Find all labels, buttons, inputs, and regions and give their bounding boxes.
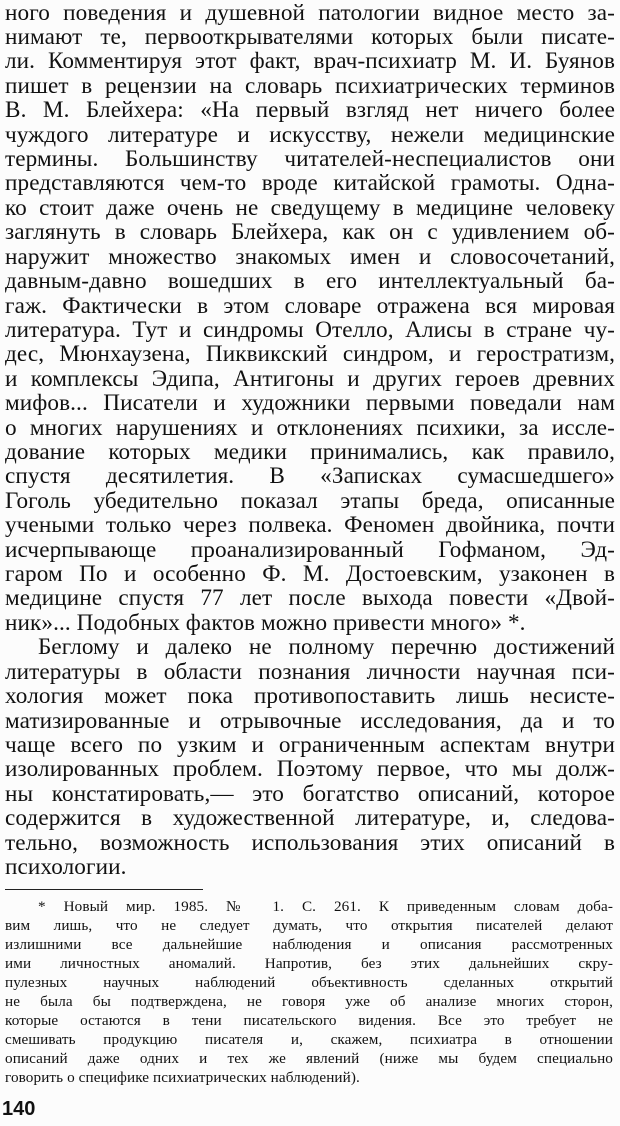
text-line: термины. Большинству читателей-неспециалистов они — [5, 146, 615, 172]
text-line: представляются чем-то вроде китайской грамоты. Одна- — [5, 170, 615, 196]
footnote-line: которые остаются в тени писательского видения. Все это требует не — [5, 1012, 613, 1029]
footnote-line: не была бы подтверждена, не говоря уже об анализе многих сторон, — [5, 993, 613, 1010]
text-line: Гоголь убедительно показал этапы бреда, описанные — [5, 488, 615, 514]
text-line: литература. Тут и синдромы Отелло, Алисы в стране чу- — [5, 317, 615, 343]
text-line: мифов... Писатели и художники первыми поведали нам — [5, 390, 615, 416]
text-line: пишет в рецензии на словарь психиатрических терминов — [5, 73, 615, 99]
text-line: давным-давно вошедших в его интеллектуальный ба- — [5, 268, 615, 294]
text-line: нимают те, первооткрывателями которых были писате- — [5, 24, 615, 50]
text-line: ны констатировать,— это богатство описаний, которое — [5, 781, 615, 807]
footnote-line: ими личностных аномалий. Напротив, без этих дальнейших скру- — [5, 955, 613, 972]
text-line: ник»... Подобных фактов можно привести много» *. — [5, 610, 526, 636]
footnote-line: описаний даже одних и тех же явлений (ниже мы будем специально — [5, 1050, 613, 1067]
text-line: В. М. Блейхера: «На первый взгляд нет ничего более — [5, 97, 615, 123]
text-line: о многих нарушениях и отклонениях психики, за иссле- — [5, 415, 615, 441]
text-line: и комплексы Эдипа, Антигоны и других героев древних — [5, 366, 615, 392]
footnote-line: пулезных научных наблюдений объективность сделанных открытий — [5, 974, 613, 991]
footnote-line: излишними все дальнейшие наблюдения и описания рассмотренных — [5, 936, 613, 953]
text-line: заглянуть в словарь Блейхера, как он с удивлением об- — [5, 219, 615, 245]
text-line: ко стоит даже очень не сведущему в медицине человеку — [5, 195, 615, 221]
text-line: ли. Комментируя этот факт, врач-психиатр М. И. Буянов — [5, 48, 615, 74]
footnote-separator — [5, 889, 203, 890]
text-line: психологии. — [5, 854, 127, 880]
footnote-line: смешивать продукцию писателя и, скажем, психиатра в отношении — [5, 1031, 613, 1048]
footnote-line: вим лишь, что не следует думать, что открытия писателей делают — [5, 917, 613, 934]
text-line: учеными только через полвека. Феномен двойника, почти — [5, 512, 615, 538]
text-line: чаще всего по узким и ограниченным аспектам внутри — [5, 732, 615, 758]
text-line: медицине спустя 77 лет после выхода повести «Двой- — [5, 585, 615, 611]
text-line: чуждого литературе и искусству, нежели медицинские — [5, 122, 615, 148]
text-line: наружит множество знакомых имен и словосочетаний, — [5, 244, 615, 270]
text-line: матизированные и отрывочные исследования, да и то — [5, 708, 615, 734]
text-line: тельно, возможность использования этих описаний в — [5, 830, 615, 856]
text-line: изолированных проблем. Поэтому первое, что мы долж- — [5, 756, 615, 782]
text-line: исчерпывающе проанализированный Гофманом, Эд- — [5, 537, 615, 563]
footnote-line: говорить о специфике психиатрических наблюдений). — [5, 1069, 360, 1086]
text-line: содержится в художественной литературе, и, следова- — [5, 805, 615, 831]
text-line: Беглому и далеко не полному перечню достижений — [38, 634, 615, 660]
text-line: дес, Мюнхаузена, Пиквикский синдром, и геростратизм, — [5, 341, 615, 367]
text-line: литературы в области познания личности научная пси- — [5, 659, 615, 685]
text-line: хология может пока противопоставить лишь несисте- — [5, 683, 615, 709]
text-line: спустя десятилетия. В «Записках сумасшедшего» — [5, 463, 615, 489]
footnote-line: * Новый мир. 1985. № 1. С. 261. К приведенным словам доба- — [38, 898, 613, 915]
text-line: дование которых медики принимались, как правило, — [5, 439, 615, 465]
text-line: ного поведения и душевной патологии видное место за- — [5, 0, 615, 26]
text-line: гаж. Фактически в этом словаре отражена вся мировая — [5, 293, 615, 319]
text-line: гаром По и особенно Ф. М. Достоевским, узаконен в — [5, 561, 615, 587]
page-number: 140 — [2, 1098, 36, 1120]
